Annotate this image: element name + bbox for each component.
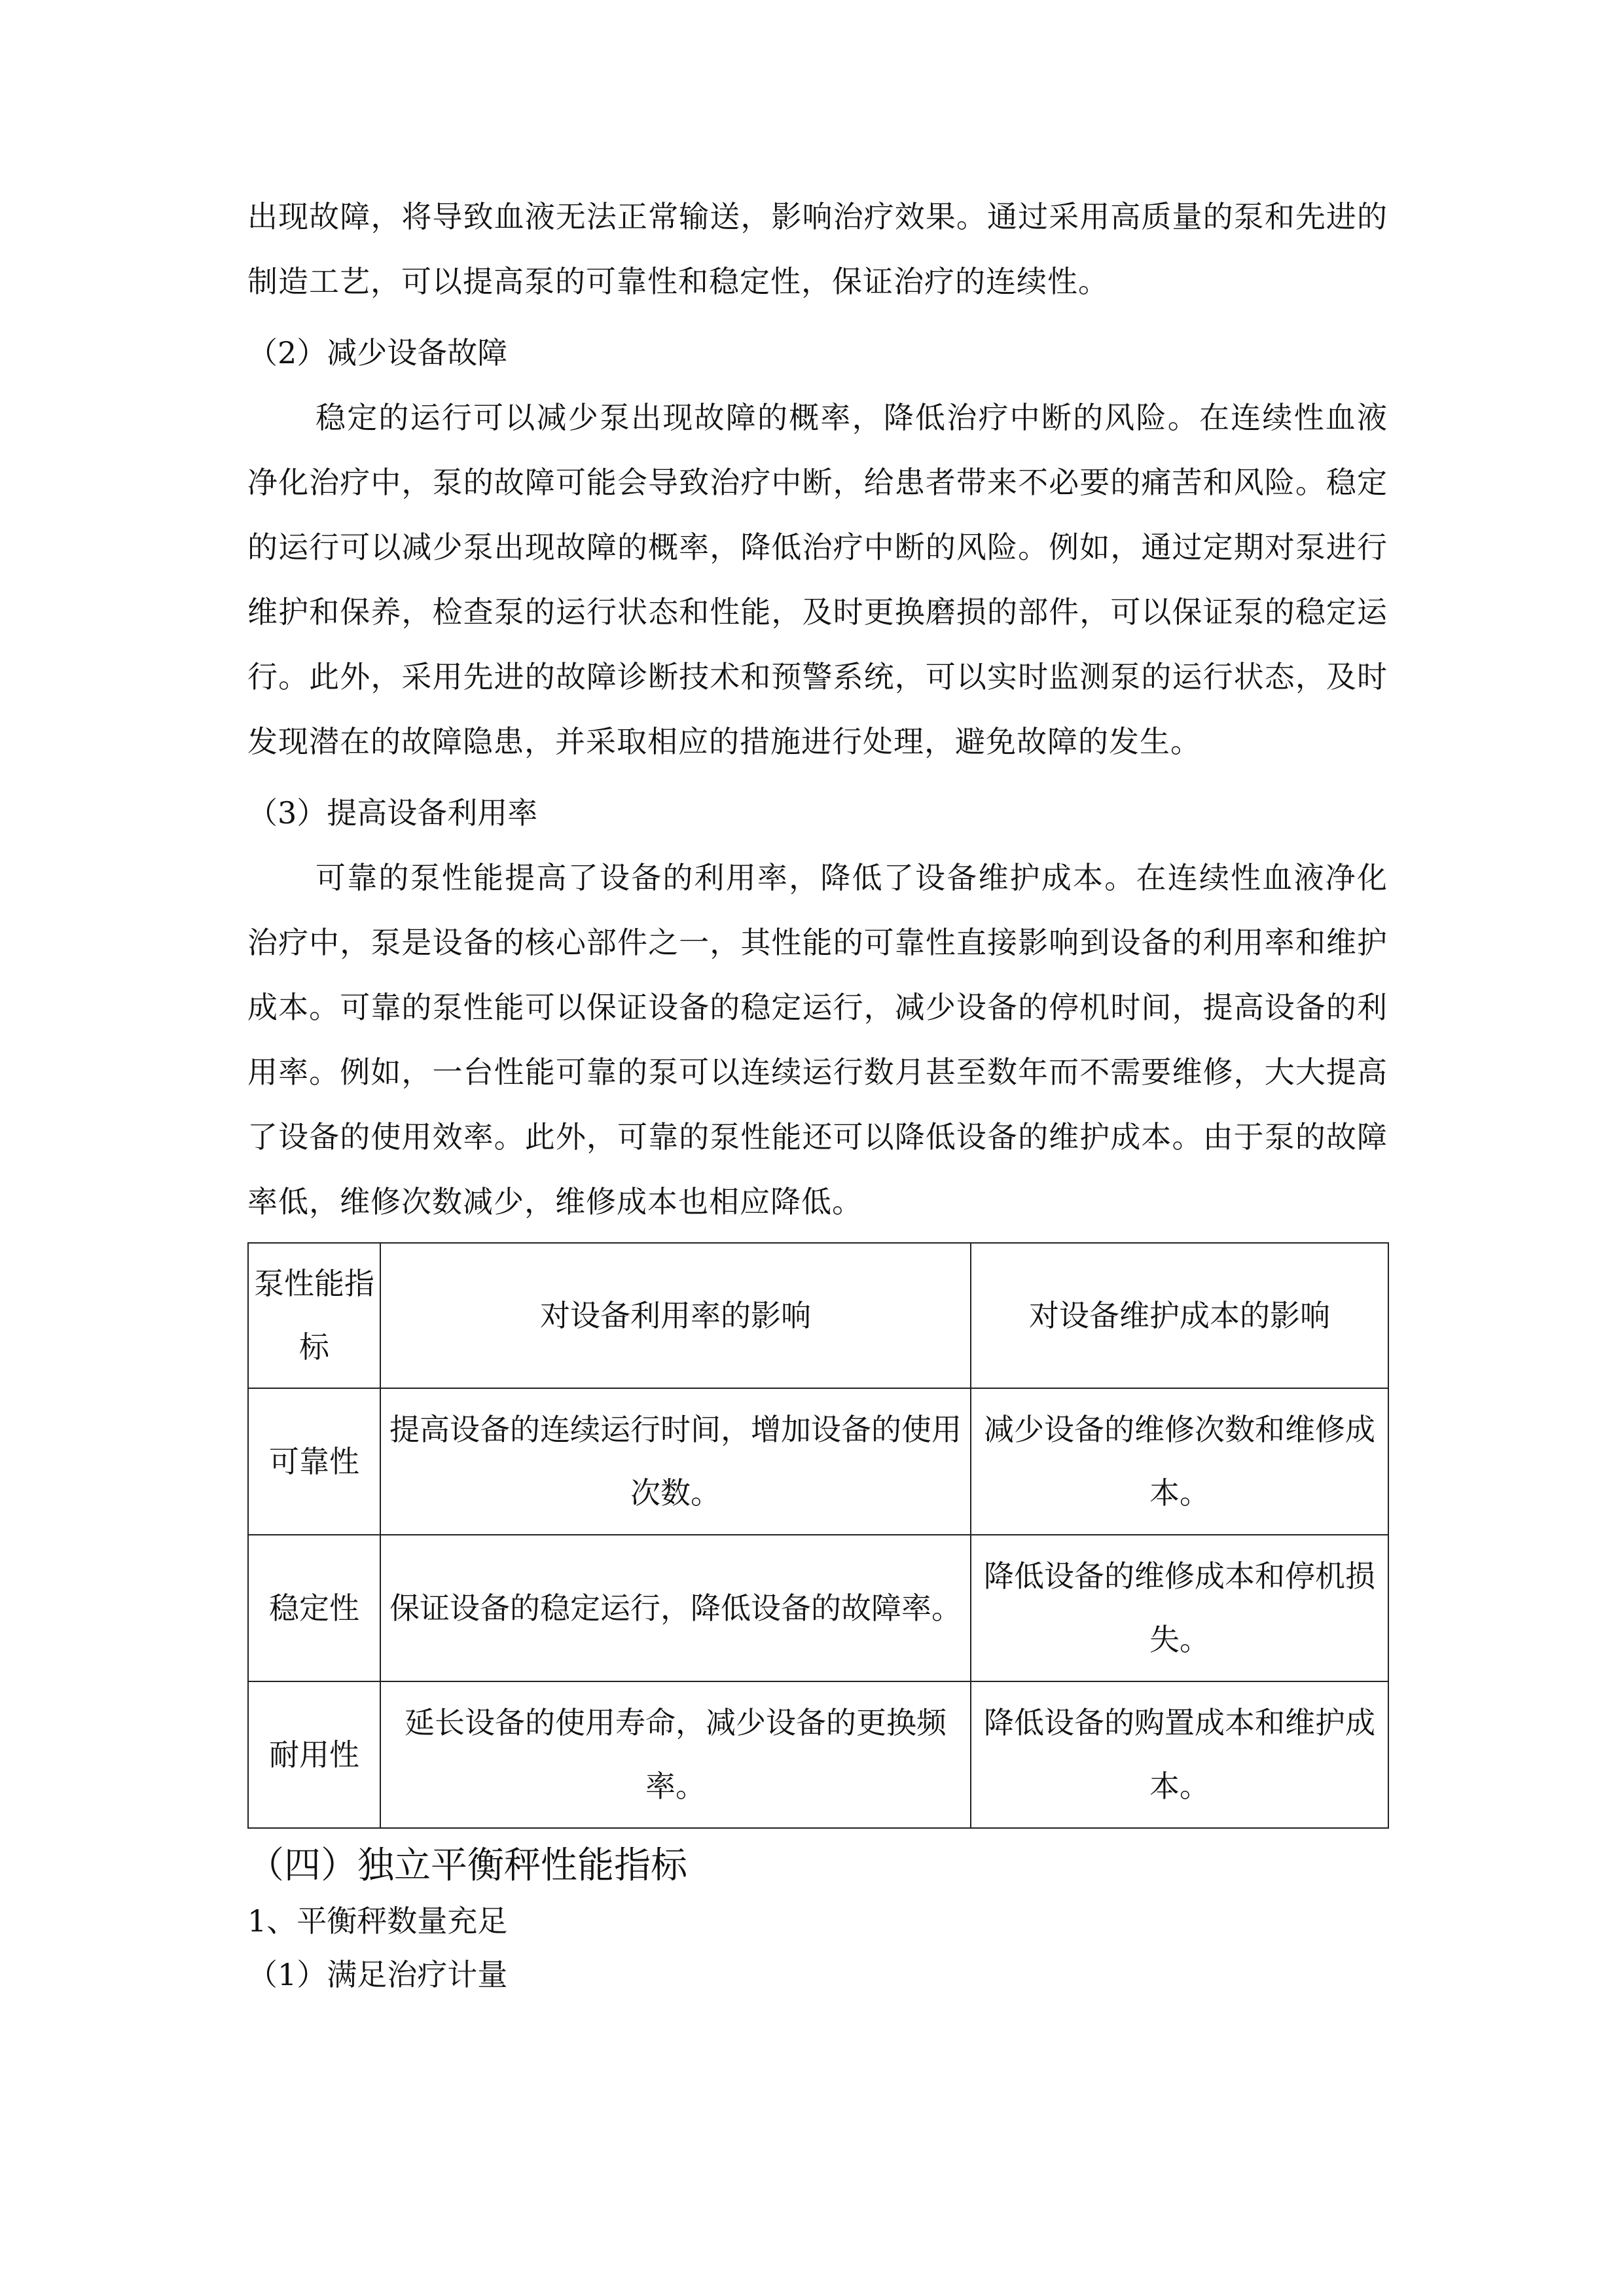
table-row [248,1681,1388,1828]
paragraph-reliable-performance: 可靠的泵性能提高了设备的利用率，降低了设备维护成本。在连续性血液净化治疗中，泵是设备的核心部件之一，其性能的可靠性直接影响到设备的利用率和维护成本。可靠的泵性能可以保证设备的稳定运行，减少设备的停机时间，提高设备的利用率。例如，一台性能可靠的泵可以连续运行数月甚至数年而不需要维修，大大提高了设备的使用效率。此外，可靠的泵性能还可以降低设备的维护成本。由于泵的故障率低，维修次数减少，维修成本也相应降低。 [247,860,1388,1219]
document-page [247,185,1388,2001]
table-cell: 减少设备的维修次数和维修成本。 [971,1388,1388,1535]
table-row [248,1535,1388,1681]
table-cell: 保证设备的稳定运行，降低设备的故障率。 [380,1535,971,1681]
table-row [248,1388,1388,1535]
subheading-improve-utilization: （3）提高设备利用率 [247,795,538,831]
table-cell: 提高设备的连续运行时间，增加设备的使用次数。 [380,1388,971,1535]
table-cell: 延长设备的使用寿命，减少设备的更换频率。 [380,1681,971,1828]
table-header-row [248,1243,1388,1388]
paragraph-stable-operation: 稳定的运行可以减少泵出现故障的概率，降低治疗中断的风险。在连续性血液净化治疗中，泵的故障可能会导致治疗中断，给患者带来不必要的痛苦和风险。稳定的运行可以减少泵出现故障的概率，降低治疗中断的风险。例如，通过定期对泵进行维护和保养，检查泵的运行状态和性能，及时更换磨损的部件，可以保证泵的稳定运行。此外，采用先进的故障诊断技术和预警系统，可以实时监测泵的运行状态，及时发现潜在的故障隐患，并采取相应的措施进行处理，避免故障的发生。 [247,400,1388,759]
item-treatment-metering: （1）满足治疗计量 [247,1957,508,1992]
section-heading-balance-scale: （四）独立平衡秤性能指标 [247,1844,687,1887]
table-cell-indicator: 可靠性 [248,1388,380,1535]
table-cell: 降低设备的购置成本和维护成本。 [971,1681,1388,1828]
table-cell-indicator: 耐用性 [248,1681,380,1828]
table-cell: 降低设备的维修成本和停机损失。 [971,1535,1388,1681]
table-header-cell: 对设备利用率的影响 [380,1243,971,1388]
table-header-cell: 对设备维护成本的影响 [971,1243,1388,1388]
table-header-cell: 泵性能指标 [248,1243,380,1388]
paragraph-pump-quality: 出现故障，将导致血液无法正常输送，影响治疗效果。通过采用高质量的泵和先进的制造工艺，可以提高泵的可靠性和稳定性，保证治疗的连续性。 [247,199,1388,299]
pump-performance-table [247,1242,1389,1829]
table-cell-indicator: 稳定性 [248,1535,380,1681]
subheading-reduce-failure: （2）减少设备故障 [247,335,508,370]
item-scale-quantity: 1、平衡秤数量充足 [247,1903,508,1939]
